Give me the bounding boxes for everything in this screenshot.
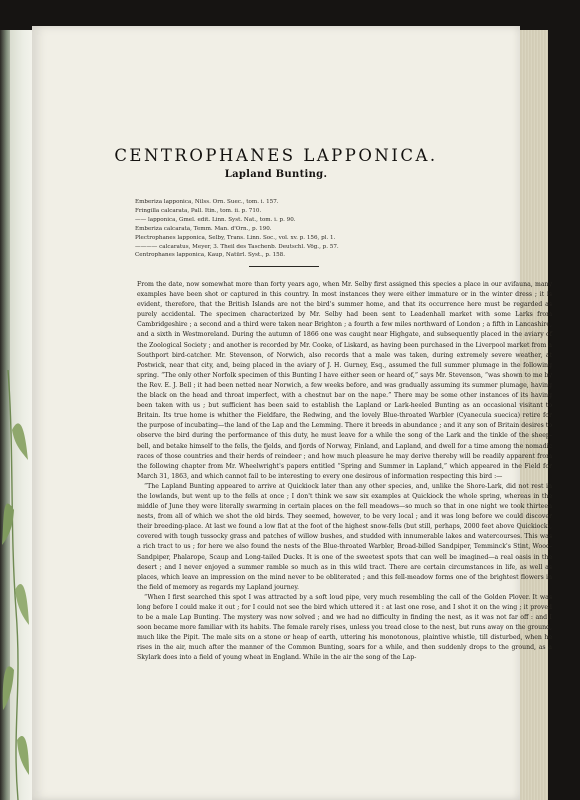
- synonym-line: Emberiza lapponica, Nilss. Orn. Suec., tom. i. 157.: [135, 199, 279, 205]
- common-name: Lapland Bunting.: [224, 169, 328, 180]
- plant-illustration-fragment: [0, 370, 30, 800]
- book-page: [32, 26, 552, 800]
- synonym-line: Fringilla calcarata, Pall. Itin., tom. ii. p. 710.: [135, 207, 262, 214]
- synonym-line: Emberiza calcarata, Temm. Man. d'Orn., p. 190.: [135, 225, 272, 232]
- paragraph: From the date, now somewhat more than forty years ago, when Mr. Selby first assigned this species a place in our avifauna, many examples have been shot or captured in this country. In most instances they were either immature or in the winter dress ; it is evident, therefore, that the British Islands are not the bird's summer home, and that its occurrence here must be regarded as purely accidental. The specimen characterized by Mr. Selby had been sent to Leadenhall market with some Larks from Cambridgeshire ; a second and a third were taken near Brighton ; a fourth a few miles northward of London ; a fifth in Lancashire, and a sixth in Westmoreland. During the autumn of 1866 one was caught near Highgate, and subsequently placed in the aviary of the Zoological Society ; and another is recorded by Mr. Cooke, of Liskard, as having been purchased in the Liverpool market from a Southport bird-catcher. Mr. Stevenson, of Norwich, also records that a male was taken, during extremely severe weather, at Postwick, near that city, and, being placed in the aviary of J. H. Gurney, Esq., assumed the full summer plumage in the following spring. “The only other Norfolk specimen of this Bunting I have either seen or heard of,” says Mr. Stevenson, “was shown to me by the Rev. E. J. Bell ; it had been netted near Norwich, a few weeks before, and was gradually assuming its summer plumage, having the black on the head and throat imperfect, with a chestnut bar on the nape.” There may be some other instances of its having been taken with us ; but sufficient has been said to establish the Lapland or Lark-heeled Bunting as an occasional visitant to Britain. Its true home is whither the Fieldfare, the Redwing, and the lovely Blue-throated Warbler (Cyanecula suecica) retire for the purpose of incubating—the land of the Lap and the Lemming. There it breeds in abundance ; and it any son of Britain desires to observe the bird during the performance of this duty, he must leave for a while the song of the Lark and the tinkle of the sheep-bell, and betake himself to the fells, the fjelds, and fjords of Norway, Finland, and Lapland, and dwell for a time among the nomadic races of those countries and their herds of reindeer ; and how much pleasure he may derive thereby will be readily apparent from the following chapter from Mr. Wheelwright's papers entitled “Spring and Summer in Lapland,” which appeared in the Field for March 31, 1863, and which cannot fail to be interesting to every one desirous of information respecting this bird :—: [137, 281, 552, 480]
- species-title: CENTROPHANES LAPPONICA.: [114, 146, 438, 165]
- synonym-line: Centrophanes lapponica, Kaup, Natürl. Syst., p. 158.: [135, 252, 286, 259]
- background-dark: [548, 30, 580, 800]
- synonym-line: Plectrophanes lapponica, Selby, Trans. Linn. Soc., vol. xv. p. 156, pl. 1.: [135, 234, 336, 241]
- paragraph: “When I first searched this spot I was attracted by a soft loud pipe, very much resembling the call of the Golden Plover. It was long before I could make it out ; for I could not see the bird which uttered it : at last one rose, and I shot it on the wing ; it proved to be a male Lap Bunting. The mystery was now solved ; and we had no difficulty in finding the nest, as it was not far off : and I soon became more familiar with its habits. The female rarely rises, unless you tread close to the nest, but runs away on the ground, much like the Pipit. The male sits on a stone or heap of earth, uttering his monotonous, plaintive whistle, till disturbed, when he rises in the air, much after the manner of the Common Bunting, soars for a while, and then suddenly drops to the ground, as a Skylark does into a field of young wheat in England. While in the air the song of the Lap-: [137, 593, 552, 662]
- synonym-list: [135, 198, 455, 260]
- paragraph: “The Lapland Bunting appeared to arrive at Quickiock later than any other species, and, unlike the Shore-Lark, did not rest in the lowlands, but went up to the fells at once ; I don't think we saw six examples at Quickiock the whole spring, whereas in the middle of June they were literally swarming in certain places on the fell meadows—so much so that in one night we took thirteen nests, from all of which we shot the old birds. They seemed, however, to be very local ; and it was long before we could discover their breeding-place. At last we found a low flat at the foot of the highest snow-fells (but still, perhaps, 2000 feet above Quickiock), covered with tough tussocky grass and patches of willow bushes, and studded with innumerable lakes and watercourses. This was a rich tract to us ; for here we also found the nests of the Blue-throated Warbler, Broad-billed Sandpiper, Temminck's Stint, Wood-Sandpiper, Phalarope, Scaup and Long-tailed Ducks. It is one of the sweetest spots that can well be imagined—a real oasis in the desert ; and I never enjoyed a summer ramble so much as in this wild tract. There are certain circumstances in life, as well as places, which leave an impression on the mind never to be obliterated ; and this fell-meadow forms one of the brightest flowers in the field of memory as regards my Lapland journey.: [137, 482, 552, 591]
- synonym-line: —— lapponica, Gmel. edit. Linn. Syst. Nat., tom. i. p. 90.: [135, 216, 296, 223]
- section-divider: [249, 266, 319, 267]
- body-text: [137, 280, 552, 664]
- synonym-line: ———— calcaratus, Meyer, 3. Theil des Taschenb. Deutschl. Vög., p. 57.: [135, 243, 339, 250]
